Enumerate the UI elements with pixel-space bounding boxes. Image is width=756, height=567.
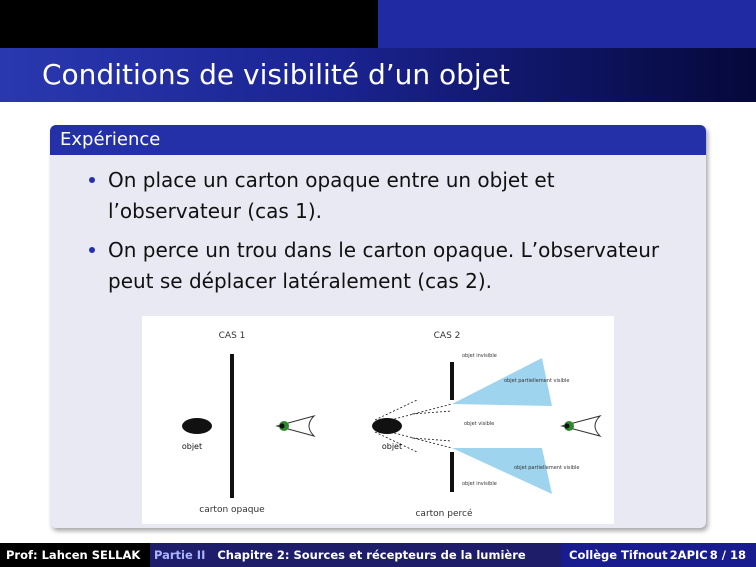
experiment-figure [142,316,614,524]
footer-page-number: 8 / 18 [709,548,746,562]
cas2-title: CAS 2 [433,331,461,341]
bullet-dot-icon [89,177,95,183]
cas2-label-visible: objet visible [464,421,495,427]
bullet-list [85,165,685,305]
cas2-eye-icon [562,416,600,436]
bullet-item [85,235,685,297]
nav-bar-right [378,0,756,48]
footer-author: Prof: Lahcen SELLAK [0,543,150,567]
footer-right [561,543,756,567]
bullet-item [85,165,685,227]
cas1-object-label: objet [181,442,203,451]
cas1-title: CAS 1 [218,331,246,341]
cas2-label-top-invisible: objet invisible [462,353,497,359]
cas1-eye-icon [277,416,314,436]
cas2-object-shape [372,418,402,434]
footer-school: Collège Tifnout [569,548,668,562]
cas1-object-shape [182,418,212,434]
cas2-label-bottom-invisible: objet invisible [462,481,497,487]
cas2-ray [375,400,417,420]
footer-bar [0,543,756,567]
experiment-diagram [142,316,614,524]
frame-title-bar [0,48,756,102]
block-title: Expérience [60,129,161,150]
footer-middle [150,543,561,567]
block-header [50,125,706,155]
bullet-text: On place un carton opaque entre un objet et l’observateur (cas 1). [108,168,555,223]
cas1-opaque-screen [230,354,234,498]
cas1-screen-label: carton opaque [199,505,265,515]
cas2-screen-top [450,362,454,400]
bullet-dot-icon [89,247,95,253]
bullet-text: On perce un trou dans le carton opaque. L’observateur peut se déplacer latéralement (cas 2). [108,238,660,293]
frame-title: Conditions de visibilité d’un objet [42,58,510,91]
footer-level: 2APIC [669,548,708,562]
cas2-screen-label: carton percé [415,509,473,519]
cas2-label-bottom-partial: objet partiellement visible [514,465,580,471]
footer-chapter[interactable]: Chapitre 2: Sources et récepteurs de la lumière [217,548,526,562]
cas2-lower-light-cone [452,448,552,494]
cas2-label-top-partial: objet partiellement visible [504,378,570,384]
cas2-screen-bottom [450,452,454,492]
footer-part[interactable]: Partie II [154,548,206,562]
cas2-object-label: objet [381,442,403,451]
nav-bar-left [0,0,378,48]
